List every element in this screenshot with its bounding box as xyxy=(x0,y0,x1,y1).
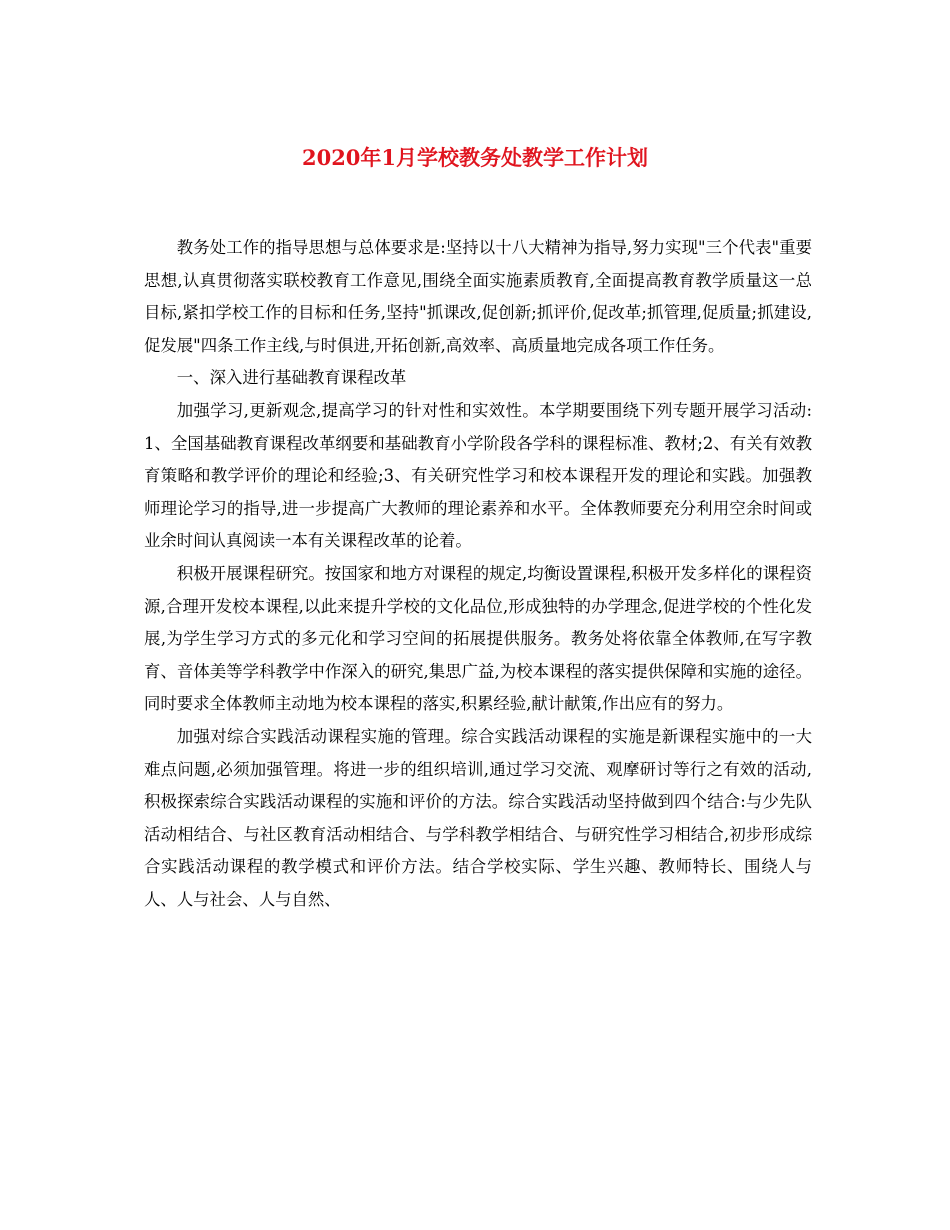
document-title: 2020年1月学校教务处教学工作计划 xyxy=(301,145,649,170)
paragraph-curriculum-research: 积极开展课程研究。按国家和地方对课程的规定,均衡设置课程,积极开发多样化的课程资源,合理开发校本课程,以此来提升学校的文化品位,形成独特的办学理念,促进学校的个性化发展,为学生学习方式的多元化和学习空间的拓展提供服务。教务处将依靠全体教师,在写字教育、音体美等学科教学中作深入的研究,集思广益,为校本课程的落实提供保障和实施的途径。同时要求全体教师主动地为校本课程的落实,积累经验,献计献策,作出应有的努力。 xyxy=(144,563,812,714)
section-heading-1: 一、深入进行基础教育课程改革 xyxy=(176,368,407,388)
document-body xyxy=(144,232,812,916)
paragraph-practice-activities: 加强对综合实践活动课程实施的管理。综合实践活动课程的实施是新课程实施中的一大难点问题,必须加强管理。将进一步的组织培训,通过学习交流、观摩研讨等行之有效的活动,积极探索综合实践活动课程的实施和评价的方法。综合实践活动坚持做到四个结合:与少先队活动相结合、与社区教育活动相结合、与学科教学相结合、与研究性学习相结合,初步形成综合实践活动课程的教学模式和评价方法。结合学校实际、学生兴趣、教师特长、围绕人与人、人与社会、人与自然、 xyxy=(144,726,812,909)
paragraph-study: 加强学习,更新观念,提高学习的针对性和实效性。本学期要围绕下列专题开展学习活动:1、全国基础教育课程改革纲要和基础教育小学阶段各学科的课程标准、教材;2、有关有效教育策略和教学评价的理论和经验;3、有关研究性学习和校本课程开发的理论和实践。加强教师理论学习的指导,进一步提高广大教师的理论素养和水平。全体教师要充分利用空余时间或业余时间认真阅读一本有关课程改革的论着。 xyxy=(144,400,812,551)
paragraph-intro: 教务处工作的指导思想与总体要求是:坚持以十八大精神为指导,努力实现"三个代表"重要思想,认真贯彻落实联校教育工作意见,围绕全面实施素质教育,全面提高教育教学质量这一总目标,紧扣学校工作的目标和任务,坚持"抓课改,促创新;抓评价,促改革;抓管理,促质量;抓建设,促发展"四条工作主线,与时俱进,开拓创新,高效率、高质量地完成各项工作任务。 xyxy=(144,238,812,355)
